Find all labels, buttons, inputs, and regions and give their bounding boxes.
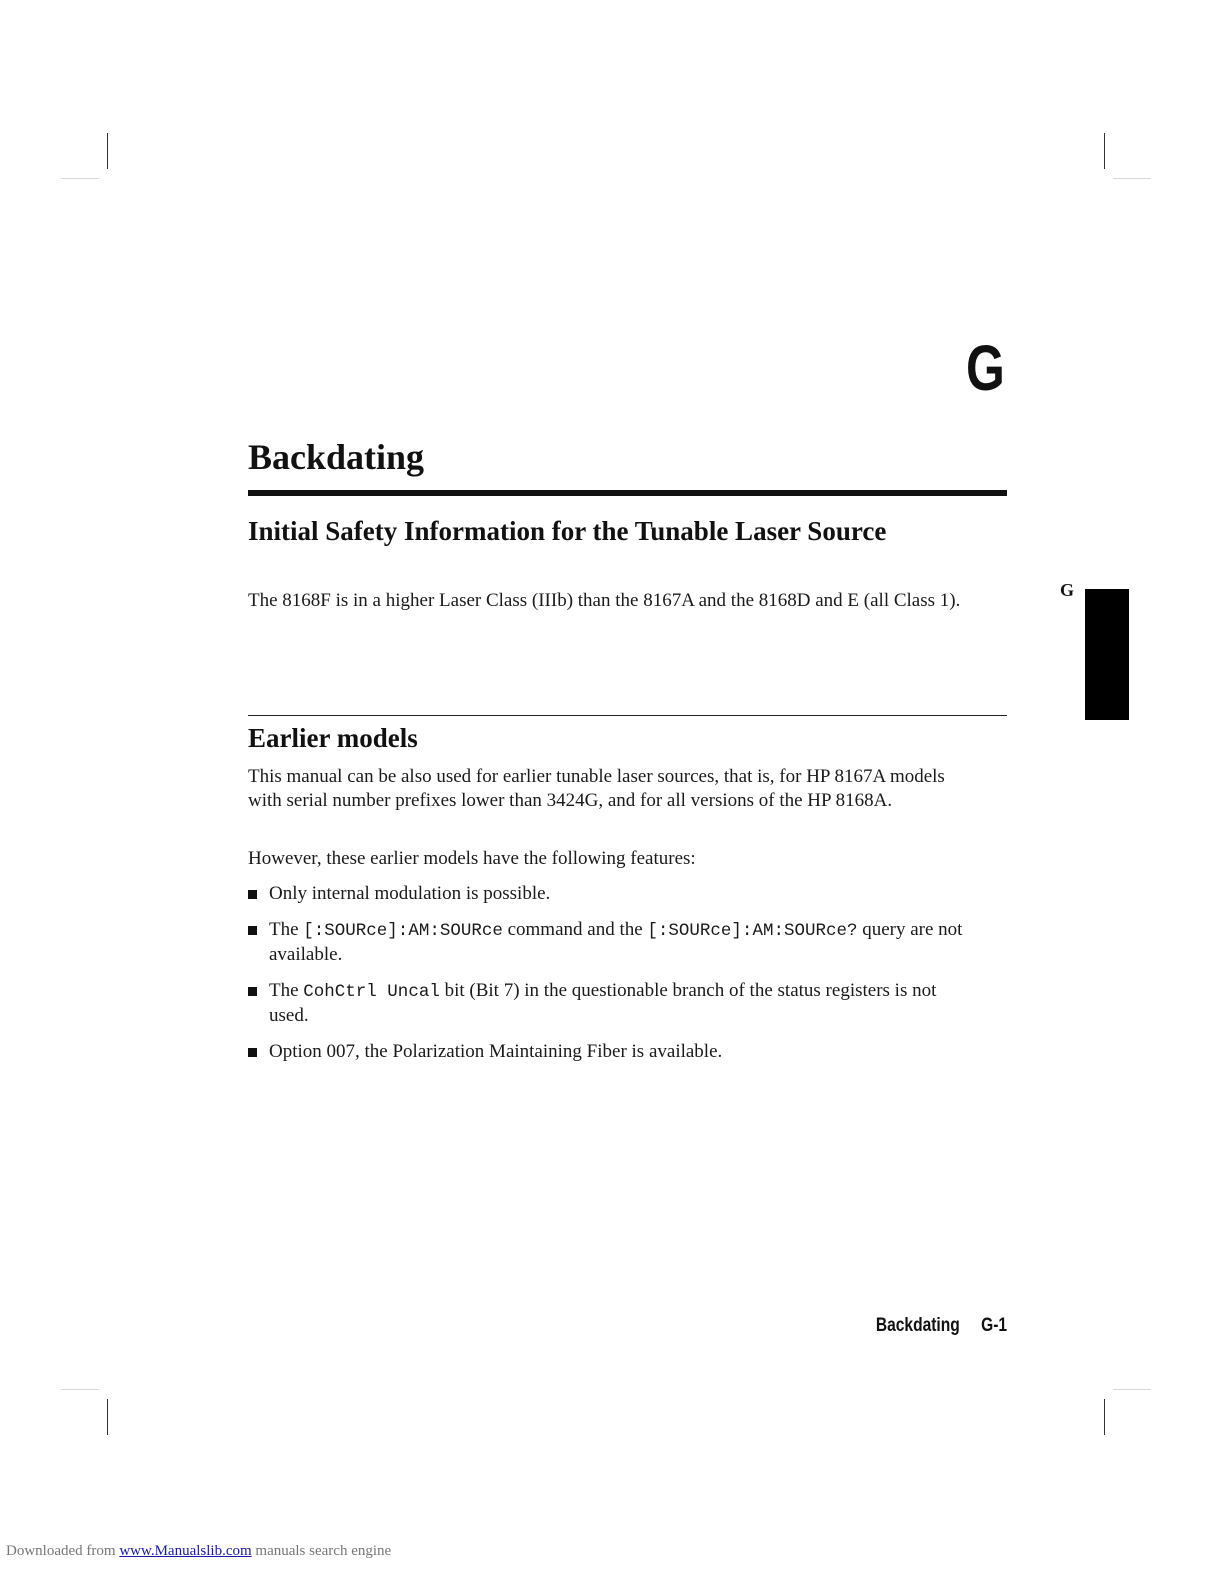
crop-mark-bottom-right [1104,1399,1105,1435]
download-note-suffix: manuals search engine [251,1543,392,1559]
download-note [6,1542,391,1560]
command-code: [:SOURce]:AM:SOURce [303,920,503,941]
bullet-square-icon [248,987,257,996]
page-footer [876,1314,1007,1338]
crop-mark-bottom-right-horizontal [1113,1389,1151,1390]
manualslib-link[interactable]: www.Manualslib.com [119,1543,252,1559]
safety-paragraph: The 8168F is in a higher Laser Class (IIIb) than the 8167A and the 8168D and E (all Class 1). [248,590,961,611]
status-bit-code: CohCtrl Uncal [303,981,440,1002]
title-rule [248,490,1007,496]
list-item [248,1040,1008,1064]
list-item-text-post: bit (Bit 7) in the questionable branch of the status registers is not used. [269,979,937,1026]
list-item [248,979,949,1028]
query-code: [:SOURce]:AM:SOURce? [647,920,858,941]
chapter-letter: G [966,332,1005,404]
earlier-models-paragraph: This manual can be also used for earlier tunable laser sources, that is, for HP 8167A models with serial number prefixes lower than 3424G, and for all versions of the HP 8168A. [248,766,945,811]
list-item-text-mid: command and the [502,918,648,940]
footer-running-title: Backdating [875,1315,960,1336]
section-heading-safety: Initial Safety Information for the Tunable Laser Source [248,516,887,546]
bullet-square-icon [248,1048,257,1057]
section-heading-earlier-models: Earlier models [248,723,418,753]
list-item [248,918,981,967]
bullet-square-icon [248,890,257,899]
crop-mark-top-left-horizontal [61,178,99,179]
side-tab-marker [1085,589,1129,720]
crop-mark-top-right-horizontal [1113,178,1151,179]
crop-mark-bottom-left-horizontal [61,1389,99,1390]
list-item-text-pre: The [269,918,304,940]
side-tab-letter: G [1060,580,1075,600]
download-note-prefix: Downloaded from [6,1543,120,1559]
crop-mark-top-left [107,133,108,169]
section-divider [248,715,1007,716]
crop-mark-bottom-left [107,1399,108,1435]
footer-page-number: G-1 [981,1315,1007,1336]
list-item [248,882,1008,906]
list-item-text: Only internal modulation is possible. [269,883,551,904]
bullet-square-icon [248,926,257,935]
list-item-text-post: query are not available. [269,918,963,965]
features-intro-paragraph: However, these earlier models have the following features: [248,848,696,869]
page-title: Backdating [248,437,425,477]
list-item-text-pre: The [269,979,304,1001]
features-list [248,882,1008,1075]
list-item-text: Option 007, the Polarization Maintaining Fiber is available. [269,1040,723,1062]
crop-mark-top-right [1104,133,1105,169]
